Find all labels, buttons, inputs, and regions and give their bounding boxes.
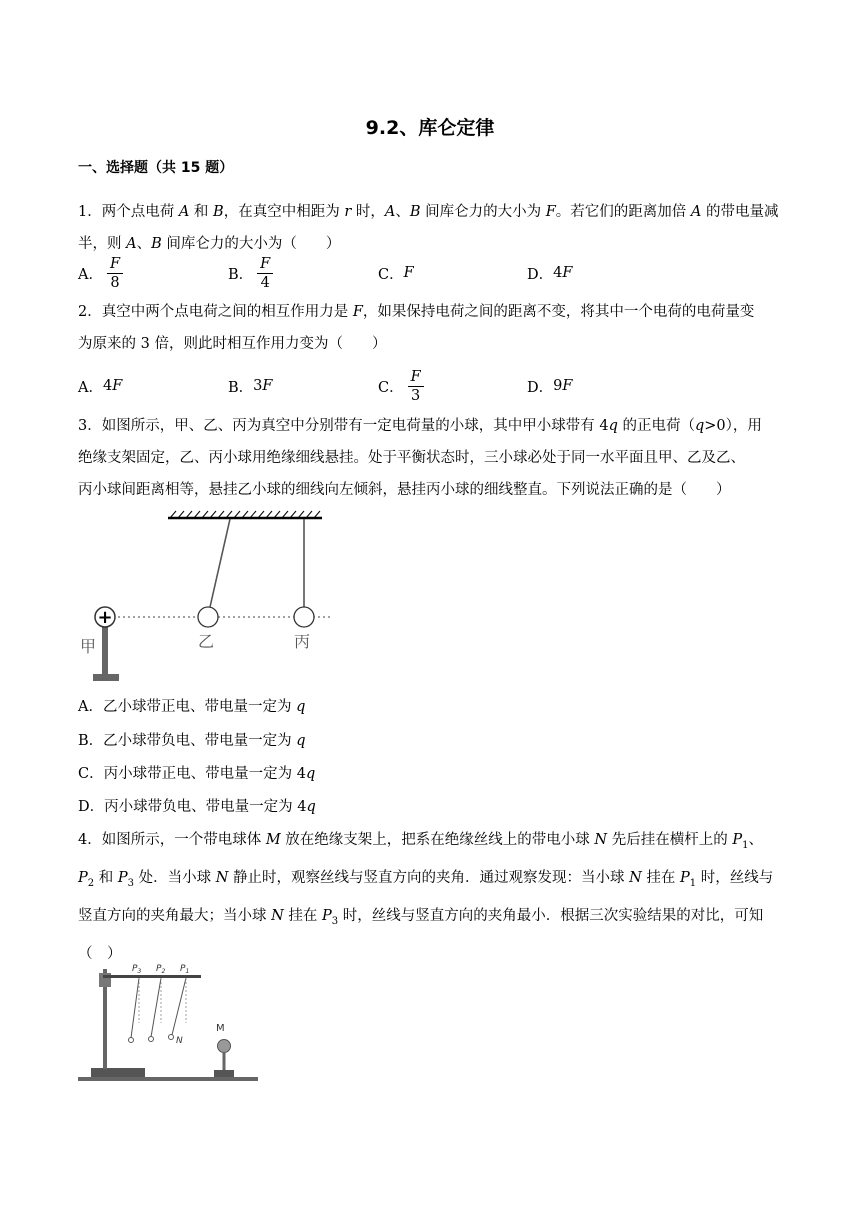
q3-option-c[interactable]: C．丙小球带正电、带电量一定为 4q xyxy=(78,766,316,782)
plus-sign: + xyxy=(97,607,113,628)
question-3-figure xyxy=(80,510,340,688)
q1-option-b[interactable]: B． $\frac{F}{4}$ xyxy=(228,253,273,293)
question-2-text: 2．真空中两个点电荷之间的相互作用力是 F，如果保持电荷之间的距离不变，将其中一个电荷的电荷量变 为原来的 3 倍，则此时相互作用力变为（ ） xyxy=(78,304,755,352)
svg-text:M: M xyxy=(216,1023,225,1034)
q3-option-b[interactable]: B．乙小球带负电、带电量一定为 q xyxy=(78,733,306,749)
q1-option-c[interactable]: C． F xyxy=(378,265,414,283)
q2-option-a[interactable]: A． 4 F xyxy=(78,378,123,396)
q3-option-a[interactable]: A．乙小球带正电、带电量一定为 q xyxy=(78,699,306,715)
q1-option-a[interactable]: A． $\frac{F}{8}$ xyxy=(78,253,123,293)
thread-yi xyxy=(210,519,230,607)
svg-text:P2: $P_2$ xyxy=(156,964,166,975)
question-4-figure xyxy=(76,963,262,1089)
svg-text:甲: 甲 xyxy=(80,637,97,656)
q3-option-d[interactable]: D．丙小球带负电、带电量一定为 4q xyxy=(78,799,316,815)
question-3-text: 3．如图所示，甲、乙、丙为真空中分别带有一定电荷量的小球，其中甲小球带有 4q 的正电荷（q>0），用 绝缘支架固定，乙、丙小球用绝缘细线悬挂。处于平衡状态时，三小球必处于同一水平面且甲、乙及乙、 丙小球间距离相等，悬挂乙小球的细线向左倾斜，悬挂丙小球的细线整直。下列说法正确的是（ ） xyxy=(78,418,762,498)
q1-option-d[interactable]: D． 4 F xyxy=(527,265,573,283)
question-2-options xyxy=(78,366,790,406)
page-title: 9.2、库仑定律 xyxy=(365,117,495,139)
svg-text:丙: 丙 xyxy=(294,632,311,651)
q2-option-b[interactable]: B． 3 F xyxy=(228,378,273,396)
question-1-text: 1．两个点电荷 A 和 B，在真空中相距为 r 时，A、B 间库仑力的大小为 F。若它们的距离加倍 A 的带电量减 半，则 A、B 间库仑力的大小为（ ） xyxy=(78,204,779,252)
q2-option-d[interactable]: D． 9 F xyxy=(527,378,573,396)
question-1-options xyxy=(78,253,790,293)
svg-text:N: N xyxy=(176,1036,183,1046)
section-heading: 一、选择题（共 15 题） xyxy=(78,160,234,176)
question-4-text: 4．如图所示，一个带电球体 M 放在绝缘支架上，把系在绝缘丝线上的带电小球 N 先后挂在横杆上的 $P_1$、 $P_2$ 和 $P_3$ 处．当小球 N 静止时，观察丝线与竖直方向的夹角．通过观察发现：当小球 N 挂在 $P_1$ 时，丝线与 竖直方向的夹角最大；当小球 N 挂在 $P_3$ 时，丝线与竖直方向的夹角最小．根据三次实验结果的对比，可知 （ ） xyxy=(78,832,774,962)
ball-yi xyxy=(198,607,218,627)
svg-text:P3: $P_3$ xyxy=(132,964,142,975)
svg-text:乙: 乙 xyxy=(198,632,215,651)
svg-text:P1: $P_1$ xyxy=(180,964,190,975)
ball-bing xyxy=(294,607,314,627)
q2-option-c[interactable]: C． $\frac{F}{3}$ xyxy=(378,366,424,406)
